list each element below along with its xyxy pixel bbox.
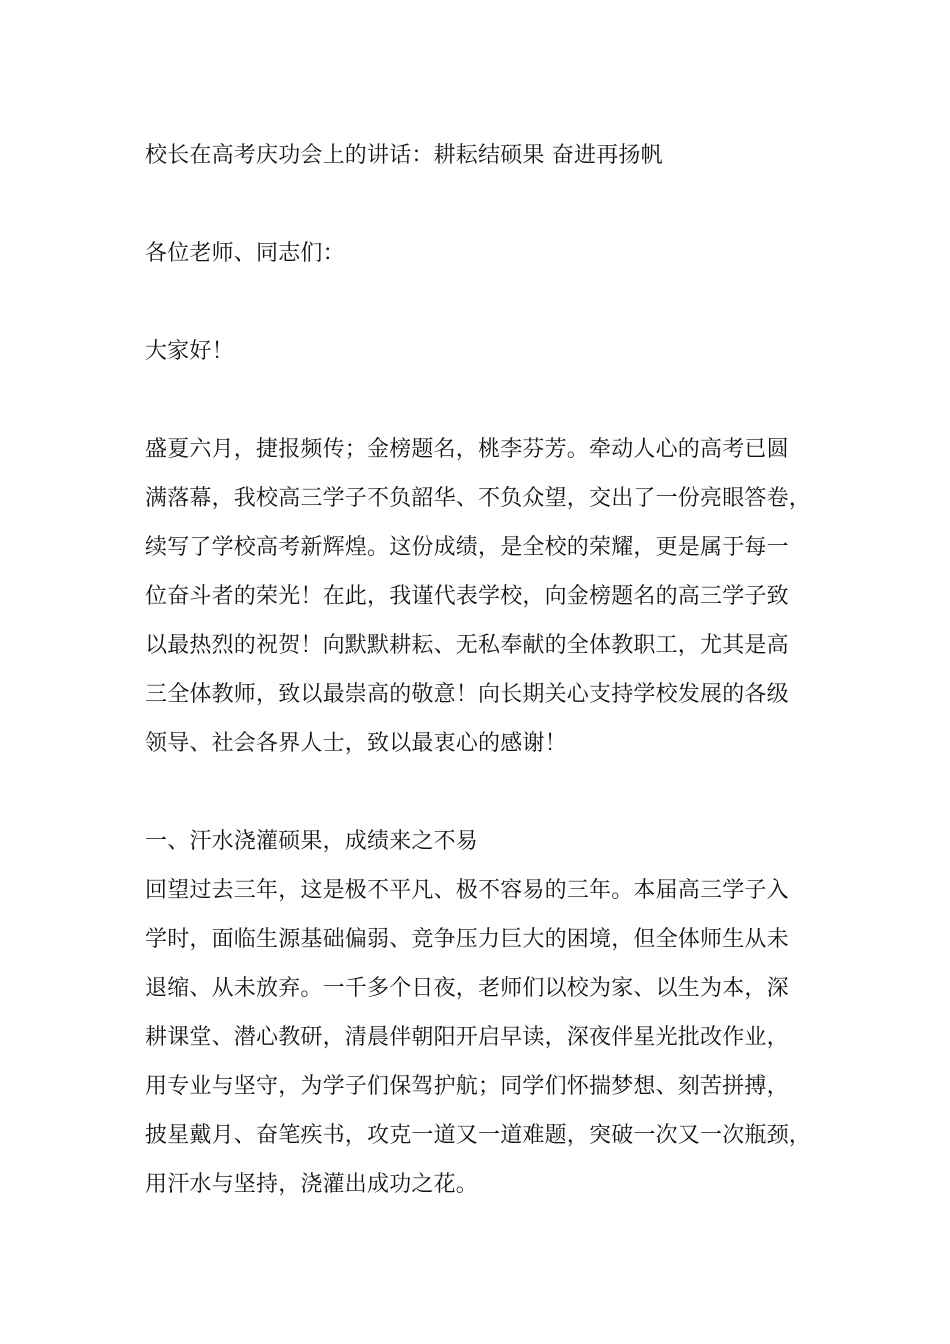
paragraph-line: 学时，面临生源基础偏弱、竞争压力巨大的困境，但全体师生从未 [145, 927, 789, 952]
speech-title: 校长在高考庆功会上的讲话：耕耘结硕果 奋进再扬帆 [145, 143, 663, 168]
paragraph-line: 披星戴月、奋笔疾书，攻克一道又一道难题，突破一次又一次瓶颈， [145, 1123, 812, 1148]
spacer [145, 278, 825, 327]
document-body [145, 131, 825, 1209]
paragraph-intro [145, 425, 825, 768]
spacer [145, 376, 825, 425]
paragraph-line: 以最热烈的祝贺！向默默耕耘、无私奉献的全体教职工，尤其是高 [145, 633, 789, 658]
paragraph-line: 退缩、从未放弃。一千多个日夜，老师们以校为家、以生为本，深 [145, 976, 789, 1001]
paragraph-section1 [145, 866, 825, 1209]
paragraph-line: 位奋斗者的荣光！在此，我谨代表学校，向金榜题名的高三学子致 [145, 584, 789, 609]
paragraph-line: 三全体教师，致以最崇高的敬意！向长期关心支持学校发展的各级 [145, 682, 789, 707]
paragraph-line: 用专业与坚守，为学子们保驾护航；同学们怀揣梦想、刻苦拼搏， [145, 1074, 789, 1099]
section-heading: 一、汗水浇灌硕果，成绩来之不易 [145, 829, 479, 854]
salutation: 各位老师、同志们： [145, 241, 345, 266]
spacer [145, 768, 825, 817]
paragraph-line: 领导、社会各界人士，致以最衷心的感谢！ [145, 731, 567, 756]
paragraph-line: 回望过去三年，这是极不平凡、极不容易的三年。本届高三学子入 [145, 878, 789, 903]
paragraph-line: 用汗水与坚持，浇灌出成功之花。 [145, 1172, 479, 1197]
spacer [145, 180, 825, 229]
paragraph-line: 耕课堂、潜心教研，清晨伴朝阳开启早读，深夜伴星光批改作业， [145, 1025, 789, 1050]
paragraph-line: 续写了学校高考新辉煌。这份成绩，是全校的荣耀，更是属于每一 [145, 535, 789, 560]
greeting: 大家好！ [145, 339, 234, 364]
paragraph-line: 盛夏六月，捷报频传；金榜题名，桃李芬芳。牵动人心的高考已圆 [145, 437, 789, 462]
paragraph-line: 满落幕，我校高三学子不负韶华、不负众望，交出了一份亮眼答卷， [145, 486, 812, 511]
